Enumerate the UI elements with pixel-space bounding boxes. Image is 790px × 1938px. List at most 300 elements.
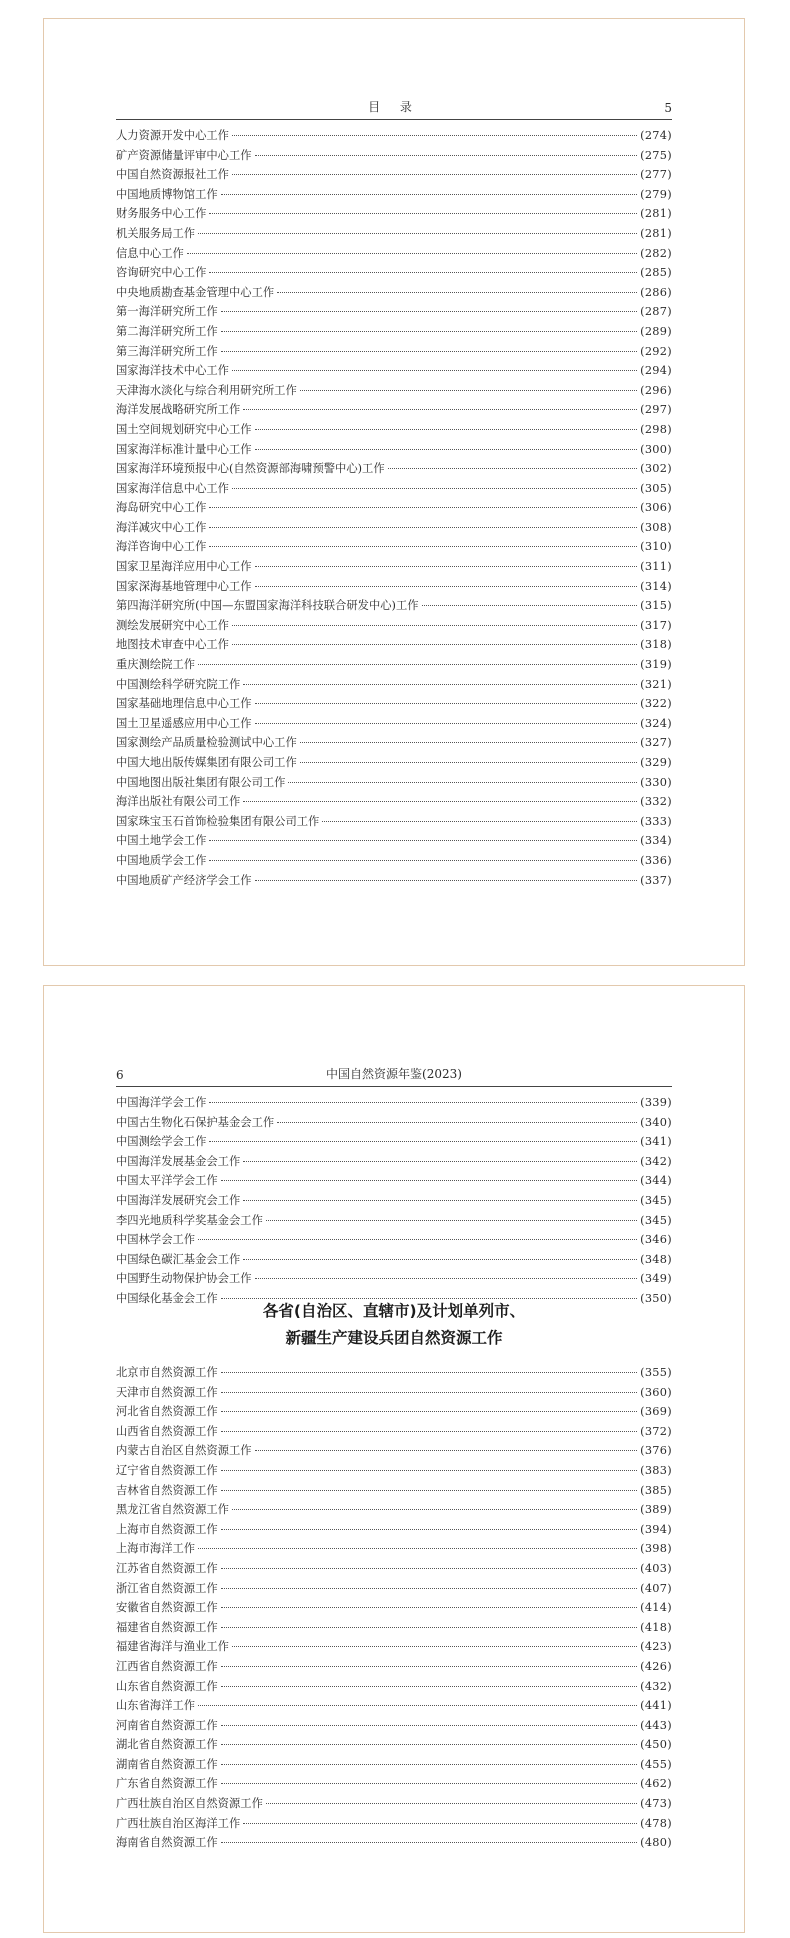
toc-entry[interactable] — [116, 362, 672, 382]
dot-leader — [255, 449, 638, 450]
toc-entry-page: (342) — [640, 1154, 672, 1168]
dot-leader — [221, 1490, 637, 1491]
toc-entry-page: (319) — [640, 658, 672, 672]
toc-entry-title: 安徽省自然资源工作 — [116, 1601, 218, 1615]
toc-entry-title: 中国海洋学会工作 — [116, 1096, 207, 1109]
toc-entry-title: 重庆测绘院工作 — [116, 658, 196, 672]
toc-entry-page: (296) — [640, 383, 672, 397]
toc-entry-page: (308) — [640, 520, 672, 534]
toc-entry[interactable] — [116, 1462, 672, 1482]
dot-leader — [221, 1411, 637, 1412]
toc-entry[interactable] — [116, 1756, 672, 1776]
toc-entry-title: 人力资源开发中心工作 — [116, 129, 229, 142]
toc-entry-page: (383) — [640, 1463, 672, 1477]
toc-entry[interactable] — [116, 401, 672, 421]
toc-entry-page: (277) — [640, 168, 672, 182]
dot-leader — [221, 1392, 637, 1393]
toc-entry-title: 海岛研究中心工作 — [116, 501, 207, 515]
toc-entry-page: (311) — [640, 560, 672, 574]
toc-entry-page: (281) — [640, 226, 672, 240]
dot-leader — [288, 782, 637, 783]
toc-entry[interactable] — [116, 754, 672, 774]
toc-entry-page: (403) — [640, 1561, 672, 1575]
dot-leader — [255, 155, 638, 156]
toc-entry[interactable] — [116, 1482, 672, 1502]
dot-leader — [243, 801, 637, 802]
toc-entry-title: 中国地质学会工作 — [116, 853, 207, 867]
dot-leader — [232, 1646, 637, 1647]
toc-entry-page: (340) — [640, 1115, 672, 1129]
toc-entry-title: 天津市自然资源工作 — [116, 1385, 218, 1399]
toc-entry-page: (327) — [640, 736, 672, 750]
toc-entry[interactable] — [116, 499, 672, 519]
toc-entry-page: (336) — [640, 853, 672, 867]
toc-entry-page: (443) — [640, 1718, 672, 1732]
toc-entry-page: (345) — [640, 1193, 672, 1207]
toc-entry-title: 第三海洋研究所工作 — [116, 344, 218, 358]
dot-leader — [187, 253, 637, 254]
dot-leader — [232, 370, 637, 371]
toc-entry-page: (310) — [640, 540, 672, 554]
toc-entry-title: 广西壮族自治区自然资源工作 — [116, 1797, 263, 1811]
toc-entry[interactable] — [116, 1795, 672, 1815]
toc-entry[interactable] — [116, 1270, 672, 1290]
dot-leader — [221, 1764, 637, 1765]
header-title: 中国自然资源年鉴(2023) — [326, 1067, 462, 1081]
toc-entry-title: 第四海洋研究所(中国—东盟国家海洋科技联合研发中心)工作 — [116, 599, 419, 613]
toc-entry[interactable] — [116, 813, 672, 833]
toc-entry-title: 国土卫星遥感应用中心工作 — [116, 716, 252, 730]
toc-entry-page: (287) — [640, 305, 672, 319]
toc-entry-page: (282) — [640, 246, 672, 260]
toc-entry-title: 国土空间规划研究中心工作 — [116, 422, 252, 436]
toc-entry-page: (394) — [640, 1522, 672, 1536]
dot-leader — [255, 880, 638, 881]
toc-entry-page: (337) — [640, 873, 672, 887]
toc-entry-title: 河北省自然资源工作 — [116, 1405, 218, 1419]
toc-entry-title: 海南省自然资源工作 — [116, 1836, 218, 1850]
toc-entry-title: 上海市自然资源工作 — [116, 1522, 218, 1536]
toc-entry-page: (297) — [640, 403, 672, 417]
toc-entry-title: 海洋减灾中心工作 — [116, 520, 207, 534]
toc-entry-page: (306) — [640, 501, 672, 515]
dot-leader — [221, 1627, 637, 1628]
toc-entry-page: (329) — [640, 756, 672, 769]
toc-entry-page: (322) — [640, 697, 672, 711]
toc-entry-title: 中国绿化基金会工作 — [116, 1291, 218, 1305]
toc-entry-title: 国家测绘产品质量检验测试中心工作 — [116, 736, 297, 750]
toc-entry-title: 浙江省自然资源工作 — [116, 1581, 218, 1595]
toc-entry[interactable] — [116, 1231, 672, 1251]
toc-entry[interactable] — [116, 597, 672, 617]
toc-entry-page: (279) — [640, 187, 672, 201]
toc-entry[interactable] — [116, 538, 672, 558]
dot-leader — [209, 213, 637, 214]
toc-entry-title: 海洋咨询中心工作 — [116, 540, 207, 554]
dot-leader — [232, 174, 637, 175]
toc-entry-page: (339) — [640, 1096, 672, 1109]
toc-entry-title: 财务服务中心工作 — [116, 207, 207, 221]
dot-leader — [209, 840, 637, 841]
toc-entry-page: (318) — [640, 638, 672, 652]
toc-entry[interactable] — [116, 734, 672, 754]
toc-entry-title: 中国绿色碳汇基金会工作 — [116, 1252, 241, 1266]
toc-entry-title: 国家海洋环境预报中心(自然资源部海啸预警中心)工作 — [116, 462, 385, 476]
toc-entry-title: 中国海洋发展研究会工作 — [116, 1193, 241, 1207]
dot-leader — [255, 566, 638, 567]
dot-leader — [221, 1666, 637, 1667]
toc-entry[interactable] — [116, 1521, 672, 1541]
toc-entry-page: (286) — [640, 285, 672, 299]
dot-leader — [255, 1278, 638, 1279]
toc-entry[interactable] — [116, 1114, 672, 1134]
dot-leader — [198, 1705, 637, 1706]
toc-entry[interactable] — [116, 1364, 672, 1384]
toc-entry-title: 第二海洋研究所工作 — [116, 324, 218, 338]
dot-leader — [232, 135, 637, 136]
dot-leader — [221, 1744, 637, 1745]
dot-leader — [300, 742, 637, 743]
toc-entry[interactable] — [116, 519, 672, 539]
toc-entry-title: 中国古生物化石保护基金会工作 — [116, 1115, 275, 1129]
toc-list — [116, 1364, 672, 1854]
toc-entry-page: (441) — [640, 1699, 672, 1713]
toc-entry-title: 咨询研究中心工作 — [116, 266, 207, 280]
toc-entry-title: 中国地图出版社集团有限公司工作 — [116, 775, 286, 789]
dot-leader — [243, 1161, 637, 1162]
dot-leader — [221, 1180, 637, 1181]
toc-entry-page: (300) — [640, 442, 672, 456]
toc-entry-title: 中国测绘学会工作 — [116, 1135, 207, 1149]
toc-entry-page: (418) — [640, 1620, 672, 1634]
toc-entry[interactable] — [116, 421, 672, 441]
dot-leader — [198, 1239, 637, 1240]
toc-list — [116, 127, 672, 891]
toc-entry-page: (294) — [640, 364, 672, 378]
dot-leader — [198, 664, 637, 665]
toc-entry-page: (324) — [640, 716, 672, 730]
toc-entry-page: (346) — [640, 1233, 672, 1247]
toc-entry-page: (305) — [640, 481, 672, 495]
toc-entry-title: 湖南省自然资源工作 — [116, 1757, 218, 1771]
toc-entry[interactable] — [116, 1560, 672, 1580]
dot-leader — [255, 429, 638, 430]
dot-leader — [266, 1220, 637, 1221]
toc-entry[interactable] — [116, 558, 672, 578]
toc-entry-title: 地图技术审查中心工作 — [116, 638, 229, 652]
toc-entry-title: 江西省自然资源工作 — [116, 1659, 218, 1673]
toc-entry[interactable] — [116, 1251, 672, 1271]
toc-entry-title: 北京市自然资源工作 — [116, 1366, 218, 1379]
toc-entry-page: (317) — [640, 618, 672, 632]
toc-entry-page: (334) — [640, 834, 672, 848]
toc-entry-page: (349) — [640, 1272, 672, 1286]
dot-leader — [422, 605, 638, 606]
toc-entry[interactable] — [116, 284, 672, 304]
toc-entry[interactable] — [116, 147, 672, 167]
toc-list — [116, 1094, 672, 1310]
dot-leader — [198, 233, 637, 234]
toc-entry-title: 矿产资源储量评审中心工作 — [116, 148, 252, 162]
toc-page-6 — [43, 985, 745, 1933]
toc-entry[interactable] — [116, 205, 672, 225]
toc-entry-title: 吉林省自然资源工作 — [116, 1483, 218, 1497]
toc-entry-title: 海洋出版社有限公司工作 — [116, 795, 241, 809]
dot-leader — [221, 1842, 637, 1843]
toc-entry[interactable] — [116, 578, 672, 598]
toc-entry-page: (292) — [640, 344, 672, 358]
toc-entry[interactable] — [116, 1423, 672, 1443]
toc-entry-page: (333) — [640, 814, 672, 828]
toc-entry-title: 国家基础地理信息中心工作 — [116, 697, 252, 711]
toc-entry-title: 第一海洋研究所工作 — [116, 305, 218, 319]
dot-leader — [232, 625, 637, 626]
toc-entry-title: 测绘发展研究中心工作 — [116, 618, 229, 632]
dot-leader — [255, 586, 638, 587]
toc-entry-title: 中国地质矿产经济学会工作 — [116, 873, 252, 887]
toc-entry-page: (281) — [640, 207, 672, 221]
dot-leader — [255, 703, 638, 704]
header-page-number: 5 — [664, 101, 672, 115]
toc-entry-title: 中国太平洋学会工作 — [116, 1174, 218, 1188]
toc-entry-title: 中国野生动物保护协会工作 — [116, 1272, 252, 1286]
toc-entry[interactable] — [116, 872, 672, 892]
dot-leader — [300, 390, 637, 391]
dot-leader — [209, 507, 637, 508]
dot-leader — [255, 1450, 638, 1451]
toc-entry[interactable] — [116, 1697, 672, 1717]
toc-entry[interactable] — [116, 1403, 672, 1423]
dot-leader — [209, 1102, 637, 1103]
toc-entry[interactable] — [116, 303, 672, 323]
dot-leader — [243, 1259, 637, 1260]
dot-leader — [221, 331, 637, 332]
toc-entry-page: (289) — [640, 324, 672, 338]
dot-leader — [277, 1122, 637, 1123]
toc-entry[interactable] — [116, 127, 672, 147]
toc-entry-page: (423) — [640, 1640, 672, 1654]
dot-leader — [209, 527, 637, 528]
toc-entry[interactable] — [116, 656, 672, 676]
toc-entry-title: 山东省自然资源工作 — [116, 1679, 218, 1693]
toc-entry-title: 辽宁省自然资源工作 — [116, 1463, 218, 1477]
toc-entry-page: (376) — [640, 1444, 672, 1458]
toc-entry[interactable] — [116, 1678, 672, 1698]
dot-leader — [243, 409, 637, 410]
toc-entry[interactable] — [116, 676, 672, 696]
toc-entry[interactable] — [116, 1133, 672, 1153]
toc-entry[interactable] — [116, 225, 672, 245]
toc-entry[interactable] — [116, 1540, 672, 1560]
toc-entry[interactable] — [116, 1775, 672, 1795]
toc-entry[interactable] — [116, 1384, 672, 1404]
toc-entry[interactable] — [116, 1501, 672, 1521]
toc-entry-title: 中国自然资源报社工作 — [116, 168, 229, 182]
toc-entry[interactable] — [116, 460, 672, 480]
toc-entry-page: (314) — [640, 579, 672, 593]
toc-entry[interactable] — [116, 1638, 672, 1658]
toc-entry[interactable] — [116, 186, 672, 206]
toc-entry[interactable] — [116, 852, 672, 872]
toc-entry-title: 李四光地质科学奖基金会工作 — [116, 1213, 263, 1227]
dot-leader — [198, 1548, 637, 1549]
toc-entry[interactable] — [116, 1815, 672, 1835]
dot-leader — [209, 546, 637, 547]
toc-entry[interactable] — [116, 1212, 672, 1232]
toc-entry[interactable] — [116, 793, 672, 813]
running-header — [116, 97, 672, 120]
toc-page-5 — [43, 18, 745, 966]
dot-leader — [255, 723, 638, 724]
toc-entry[interactable] — [116, 1580, 672, 1600]
toc-entry-page: (414) — [640, 1601, 672, 1615]
toc-entry[interactable] — [116, 1172, 672, 1192]
dot-leader — [243, 1823, 637, 1824]
toc-entry-page: (315) — [640, 599, 672, 613]
toc-entry[interactable] — [116, 245, 672, 265]
toc-entry-title: 国家深海基地管理中心工作 — [116, 579, 252, 593]
toc-entry-page: (321) — [640, 677, 672, 691]
dot-leader — [209, 860, 637, 861]
dot-leader — [277, 292, 637, 293]
toc-entry-page: (450) — [640, 1738, 672, 1752]
toc-entry[interactable] — [116, 715, 672, 735]
toc-entry-page: (348) — [640, 1252, 672, 1266]
toc-entry-title: 中国测绘科学研究院工作 — [116, 677, 241, 691]
toc-entry-title: 中国土地学会工作 — [116, 834, 207, 848]
toc-entry-title: 机关服务局工作 — [116, 226, 196, 240]
toc-entry-page: (462) — [640, 1777, 672, 1791]
toc-entry-page: (355) — [640, 1366, 672, 1379]
toc-entry-title: 湖北省自然资源工作 — [116, 1738, 218, 1752]
toc-entry-title: 天津海水淡化与综合利用研究所工作 — [116, 383, 297, 397]
toc-entry-title: 国家珠宝玉石首饰检验集团有限公司工作 — [116, 814, 320, 828]
toc-entry-page: (274) — [640, 129, 672, 142]
toc-entry-page: (302) — [640, 462, 672, 476]
dot-leader — [209, 1141, 637, 1142]
toc-entry-page: (455) — [640, 1757, 672, 1771]
toc-entry[interactable] — [116, 1736, 672, 1756]
dot-leader — [221, 311, 637, 312]
toc-entry-title: 上海市海洋工作 — [116, 1542, 196, 1556]
toc-entry-page: (341) — [640, 1135, 672, 1149]
dot-leader — [221, 1470, 637, 1471]
toc-entry[interactable] — [116, 1442, 672, 1462]
toc-entry[interactable] — [116, 1153, 672, 1173]
toc-entry[interactable] — [116, 1094, 672, 1114]
toc-entry-page: (432) — [640, 1679, 672, 1693]
toc-entry-title: 中央地质勘查基金管理中心工作 — [116, 285, 275, 299]
dot-leader — [388, 468, 637, 469]
toc-entry[interactable] — [116, 1658, 672, 1678]
toc-entry-page: (350) — [640, 1291, 672, 1305]
toc-entry[interactable] — [116, 480, 672, 500]
section-heading-line-2: 新疆生产建设兵团自然资源工作 — [285, 1329, 503, 1347]
toc-entry[interactable] — [116, 695, 672, 715]
toc-entry-page: (285) — [640, 266, 672, 280]
toc-entry-page: (298) — [640, 422, 672, 436]
dot-leader — [221, 1431, 637, 1432]
toc-entry-page: (473) — [640, 1797, 672, 1811]
toc-entry[interactable] — [116, 343, 672, 363]
toc-entry-title: 中国林学会工作 — [116, 1233, 196, 1247]
dot-leader — [221, 1725, 637, 1726]
toc-entry[interactable] — [116, 264, 672, 284]
toc-entry[interactable] — [116, 323, 672, 343]
dot-leader — [300, 762, 637, 763]
toc-entry-page: (385) — [640, 1483, 672, 1497]
toc-entry[interactable] — [116, 832, 672, 852]
section-heading-line-1: 各省(自治区、直辖市)及计划单列市、 — [262, 1302, 526, 1320]
toc-entry[interactable] — [116, 774, 672, 794]
toc-entry-page: (332) — [640, 795, 672, 809]
toc-entry-page: (407) — [640, 1581, 672, 1595]
toc-entry-title: 内蒙古自治区自然资源工作 — [116, 1444, 252, 1458]
toc-entry-title: 广东省自然资源工作 — [116, 1777, 218, 1791]
toc-entry-title: 山东省海洋工作 — [116, 1699, 196, 1713]
section-heading — [116, 1298, 672, 1352]
toc-entry-page: (372) — [640, 1424, 672, 1438]
toc-entry[interactable] — [116, 382, 672, 402]
toc-entry-page: (345) — [640, 1213, 672, 1227]
dot-leader — [221, 1607, 637, 1608]
toc-entry[interactable] — [116, 1192, 672, 1212]
toc-entry[interactable] — [116, 1619, 672, 1639]
toc-entry-page: (360) — [640, 1385, 672, 1399]
toc-entry-title: 信息中心工作 — [116, 246, 184, 260]
dot-leader — [221, 1783, 637, 1784]
dot-leader — [266, 1803, 637, 1804]
toc-entry-title: 黑龙江省自然资源工作 — [116, 1503, 229, 1517]
toc-entry-page: (369) — [640, 1405, 672, 1419]
dot-leader — [243, 1200, 637, 1201]
toc-entry-title: 国家海洋技术中心工作 — [116, 364, 229, 378]
toc-entry-title: 江苏省自然资源工作 — [116, 1561, 218, 1575]
toc-entry-title: 广西壮族自治区海洋工作 — [116, 1816, 241, 1830]
toc-entry[interactable] — [116, 1834, 672, 1854]
toc-entry-title: 山西省自然资源工作 — [116, 1424, 218, 1438]
toc-entry[interactable] — [116, 636, 672, 656]
dot-leader — [221, 351, 637, 352]
toc-entry[interactable] — [116, 1717, 672, 1737]
dot-leader — [322, 821, 637, 822]
toc-entry-page: (389) — [640, 1503, 672, 1517]
toc-entry-title: 中国地质博物馆工作 — [116, 187, 218, 201]
toc-entry[interactable] — [116, 441, 672, 461]
toc-entry-page: (344) — [640, 1174, 672, 1188]
dot-leader — [221, 194, 637, 195]
toc-entry[interactable] — [116, 617, 672, 637]
toc-entry[interactable] — [116, 1599, 672, 1619]
dot-leader — [243, 684, 637, 685]
toc-entry-page: (275) — [640, 148, 672, 162]
dot-leader — [209, 272, 637, 273]
toc-entry-title: 国家海洋标准计量中心工作 — [116, 442, 252, 456]
toc-entry-page: (330) — [640, 775, 672, 789]
toc-entry-page: (426) — [640, 1659, 672, 1673]
dot-leader — [221, 1372, 637, 1373]
toc-entry-title: 中国海洋发展基金会工作 — [116, 1154, 241, 1168]
toc-entry-page: (478) — [640, 1816, 672, 1830]
dot-leader — [232, 488, 637, 489]
dot-leader — [221, 1686, 637, 1687]
toc-entry-title: 福建省海洋与渔业工作 — [116, 1640, 229, 1654]
dot-leader — [221, 1568, 637, 1569]
toc-entry[interactable] — [116, 166, 672, 186]
toc-entry-page: (398) — [640, 1542, 672, 1556]
toc-entry-page: (480) — [640, 1836, 672, 1850]
dot-leader — [221, 1529, 637, 1530]
